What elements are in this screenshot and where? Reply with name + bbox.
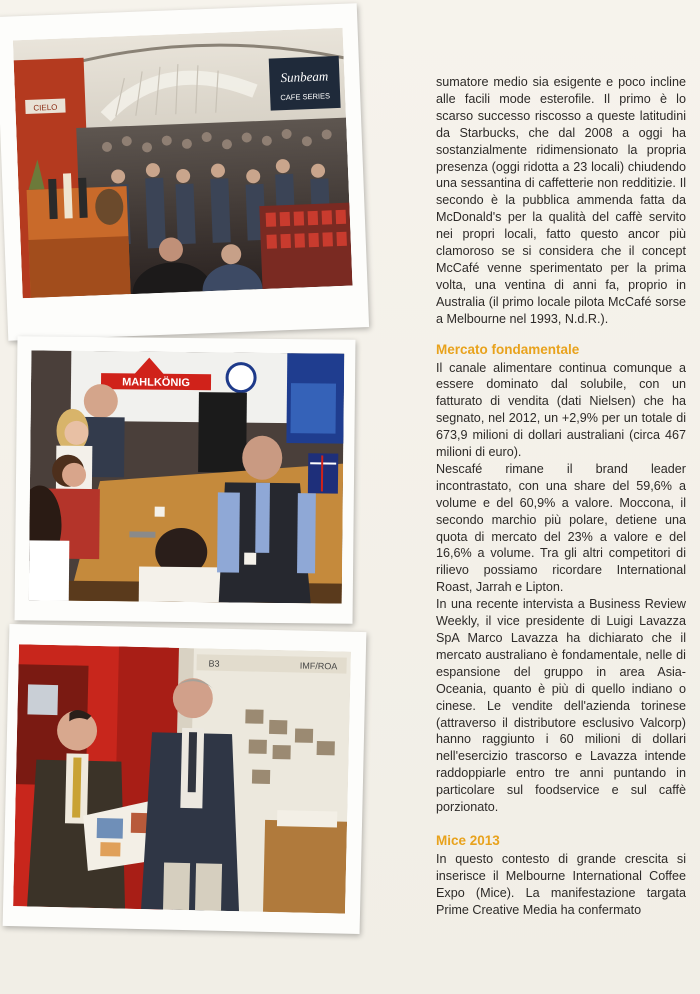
photo-booth-b3 — [13, 644, 351, 913]
photo-mahlkonig-booth — [29, 350, 345, 603]
booth-label-text: CIELO — [33, 102, 58, 113]
section-heading-mercato: Mercato fondamentale — [436, 341, 580, 357]
article-paragraph: Nescafé rimane il brand leader incontrastato, con una share del 59,6% a volume e del 60,9% a valore. Moccona, il secondo marchio più polare, detiene una quota di mercato del 23% a valore e del 16,6% a volume. Tra gli altri competitori di rilievo possiamo ricordare International Roast, Jarrah e Lipton. — [436, 461, 686, 595]
section-heading-mice: Mice 2013 — [436, 832, 500, 848]
article-paragraph: In una recente intervista a Business Review Weekly, il vice presidente di Luigi Lavazza SpA Marco Lavazza ha dichiarato che il mercato australiano è fondamentale, nelle di espansione del gruppo in area Asia-Oceania, quanto è più di quello indiano o cinese. Le vendite dell'azienda torinese (attraverso il distributore esclusivo Valcorp) hanno raggiunto i 60 milioni di dollari nell'esercizio trascorso e Lavazza intende raddoppiarle entro tre anni puntando in particolare sul foodservice e sul caffè porzionato. — [436, 597, 686, 815]
article-text-column — [436, 74, 686, 919]
booth-sign-text: IMF/ROA — [299, 660, 338, 672]
booth-code-text: B3 — [208, 658, 220, 669]
photo-expo-hall — [13, 28, 353, 298]
photo-frame-booth-b3 — [3, 624, 367, 934]
article-paragraph: In questo contesto di grande crescita si inserisce il Melbourne International Coffee Expo (Mice). La manifestazione targata Prime Creative Media ha confermato — [436, 851, 686, 917]
photo-frame-mahlkonig-booth — [15, 336, 356, 624]
mahlkonig-sign-text: MAHLKÖNIG — [122, 376, 190, 390]
sunbeam-sign-text: Sunbeam — [280, 68, 329, 86]
photo-frame-expo-hall — [0, 3, 369, 341]
article-paragraph: sumatore medio sia esigente e poco incline alle facili mode esterofile. Il primo è lo scarso successo riscosso a queste latitudini da Starbucks, che dal 2008 a oggi ha sostanzialmente ridimensionato la propria presenza (oggi ridotta a 23 locali) chiudendo una sessantina di caffetterie non redditizie. Il secondo è la pubblica ammenda fatta da McDonald's per la qualità del caffè servito nei propri locali, fatto questo ancor più clamoroso se si considera che il concept McCafé venne sperimentato per la prima volta, una ventina di anni fa, proprio in Australia (il primo locale pilota McCafé sorse a Melbourne nel 1993, N.d.R.). — [436, 75, 686, 326]
cafe-series-sign-text: CAFE SERIES — [280, 91, 331, 103]
article-paragraph: Il canale alimentare continua comunque a essere dominato dal solubile, con un fatturato di vendita (dati Nielsen) che ha segnato, nel 2012, un +2,9% per un totale di 673,9 milioni di dollari australiani (circa 467 milioni di euro). — [436, 360, 686, 460]
